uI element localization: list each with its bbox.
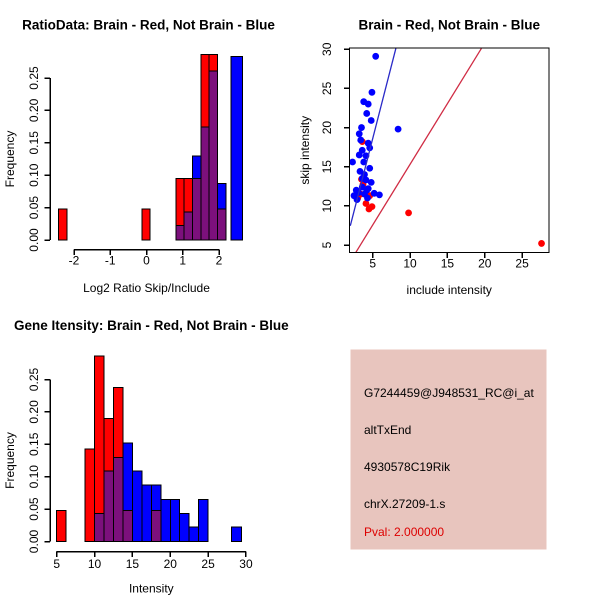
data-point-not-brain	[368, 117, 375, 124]
y-tick-label: 0.15	[27, 432, 41, 456]
hist-bar	[85, 449, 94, 542]
hist-bar	[176, 178, 184, 225]
info-line-pval: Pval: 2.000000	[364, 525, 445, 539]
y-tick-label: 0.00	[27, 529, 41, 554]
hist-bar	[104, 418, 113, 470]
hist-bar	[201, 127, 209, 240]
hist-bar	[123, 510, 132, 541]
x-tick-label: 20	[478, 256, 492, 271]
hist-bar	[151, 510, 160, 541]
y-tick-label: 0.20	[27, 400, 41, 424]
x-axis-label: include intensity	[406, 283, 492, 297]
info-line-gene-symbol: 4930578C19Rik	[364, 460, 451, 474]
hist-bar	[151, 485, 160, 510]
data-point-not-brain	[372, 53, 379, 60]
x-axis-label: Log2 Ratio Skip/Include	[83, 281, 210, 295]
hist-bar	[132, 471, 141, 542]
hist-bar	[95, 514, 104, 542]
data-point-not-brain	[395, 126, 402, 133]
y-tick-label: 25	[320, 81, 334, 96]
hist-bar	[180, 514, 189, 542]
hist-bar	[199, 499, 208, 541]
y-tick-label: 0.15	[27, 131, 41, 155]
hist-bar	[201, 55, 209, 128]
data-point-brain	[538, 240, 545, 247]
chart-title: RatioData: Brain - Red, Not Brain - Blue	[22, 17, 275, 33]
y-axis-label: Frequency	[3, 432, 17, 489]
x-tick-label: 10	[87, 557, 102, 571]
y-tick-label: 10	[320, 199, 334, 213]
hist-bar	[209, 55, 217, 71]
hist-bar	[161, 499, 170, 541]
data-point-not-brain	[357, 137, 364, 144]
y-tick-label: 0.05	[27, 497, 41, 521]
y-axis-label: skip intensity	[298, 115, 312, 185]
data-point-not-brain	[368, 179, 375, 186]
data-point-not-brain	[349, 159, 356, 166]
x-tick-label: 10	[403, 256, 417, 271]
info-line-probe-id: G7244459@J948531_RC@i_at	[364, 386, 534, 400]
hist-bar	[142, 485, 151, 541]
data-point-not-brain	[363, 110, 370, 117]
x-tick-label: 20	[163, 557, 177, 571]
hist-bar	[193, 178, 201, 240]
x-tick-label: 30	[239, 557, 253, 571]
hist-bar	[113, 457, 122, 541]
hist-bar	[184, 178, 192, 212]
data-point-not-brain	[358, 124, 365, 131]
hist-bar	[170, 499, 179, 541]
y-axis-label: Frequency	[3, 130, 17, 188]
x-tick-label: 25	[515, 256, 529, 271]
data-point-not-brain	[356, 130, 363, 137]
y-tick-label: 20	[320, 120, 334, 135]
x-tick-label: 1	[179, 253, 187, 268]
hist-bar	[58, 209, 66, 240]
hist-bar	[176, 226, 184, 240]
y-tick-label: 0.10	[27, 163, 41, 187]
x-tick-label: -1	[104, 253, 116, 268]
hist-bar	[104, 471, 113, 542]
data-point-brain	[366, 206, 373, 213]
data-point-brain	[405, 209, 412, 216]
x-tick-label: 25	[201, 557, 215, 571]
hist-bar	[184, 212, 192, 240]
data-point-not-brain	[356, 152, 363, 159]
hist-bar	[209, 71, 217, 240]
hist-bar	[218, 184, 226, 209]
hist-bar	[218, 209, 226, 240]
y-tick-label: 0.25	[27, 367, 41, 392]
hist-bar	[95, 356, 104, 513]
y-tick-label: 0.20	[27, 98, 41, 123]
y-tick-label: 0.10	[27, 465, 41, 489]
y-tick-label: 15	[320, 160, 334, 174]
hist-bar	[189, 527, 198, 541]
x-tick-label: 2	[215, 253, 223, 268]
info-box	[351, 350, 547, 550]
info-panel	[351, 350, 547, 550]
x-tick-label: 15	[440, 256, 455, 271]
x-tick-label: 5	[369, 256, 377, 271]
hist-bar	[57, 510, 66, 541]
y-tick-label: 0.00	[27, 228, 41, 252]
x-axis-label: Intensity	[128, 581, 174, 596]
hist-bar	[232, 527, 242, 541]
data-point-not-brain	[364, 195, 371, 202]
x-tick-label: 15	[125, 557, 140, 571]
y-tick-label: 30	[320, 42, 334, 56]
chart-title: Brain - Red, Not Brain - Blue	[358, 17, 541, 33]
y-tick-label: 5	[320, 241, 334, 249]
hist-bar	[123, 443, 132, 510]
hist-bar	[142, 209, 150, 240]
x-tick-label: 5	[53, 557, 61, 571]
info-line-event-type: altTxEnd	[364, 423, 412, 437]
data-point-not-brain	[365, 101, 372, 108]
info-line-location: chrX.27209-1.s	[364, 497, 446, 511]
data-point-not-brain	[366, 165, 373, 172]
hist-bar	[113, 387, 122, 457]
hist-bar	[193, 156, 201, 179]
hist-bar	[231, 57, 243, 240]
x-tick-label: -2	[68, 253, 80, 268]
x-tick-label: 0	[143, 253, 150, 268]
data-point-not-brain	[376, 191, 383, 198]
data-point-not-brain	[369, 89, 376, 96]
y-tick-label: 0.25	[27, 66, 41, 90]
chart-title: Gene Itensity: Brain - Red, Not Brain - Blue	[14, 318, 289, 333]
y-tick-label: 0.05	[27, 195, 41, 220]
